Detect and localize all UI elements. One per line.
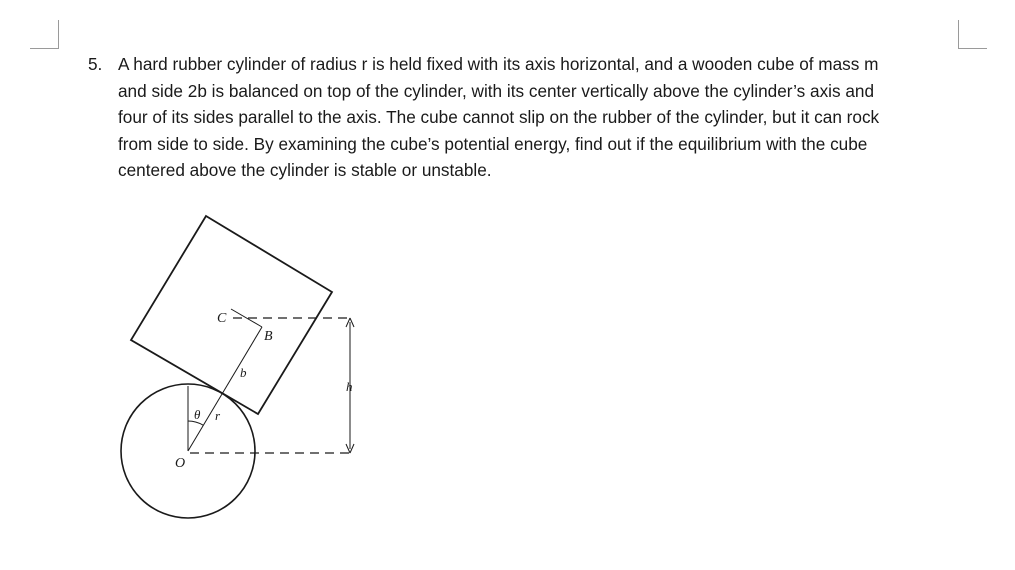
label-c: C bbox=[217, 311, 227, 326]
label-radius: r bbox=[215, 408, 221, 423]
problem-line-2: and side 2b is balanced on top of the cylinder, with its center vertically above the cylinder’s axis and bbox=[118, 80, 875, 101]
problem-line-4: from side to side. By examining the cube’s potential energy, find out if the equilibrium with the cube bbox=[118, 133, 868, 154]
label-theta: θ bbox=[194, 407, 201, 422]
problem-line-5: centered above the cylinder is stable or unstable. bbox=[118, 160, 492, 180]
label-height: h bbox=[346, 379, 353, 394]
problem-number: 5. bbox=[88, 54, 103, 74]
label-half-side: b bbox=[240, 365, 247, 380]
label-origin: O bbox=[175, 456, 186, 471]
radius-line bbox=[188, 327, 262, 451]
cube-square bbox=[131, 216, 332, 414]
problem-line-1: A hard rubber cylinder of radius r is held fixed with its axis horizontal, and a wooden cube of mass m bbox=[118, 54, 879, 74]
problem-line-3: four of its sides parallel to the axis. The cube cannot slip on the rubber of the cylinder, but it can rock bbox=[118, 107, 880, 127]
label-b: B bbox=[264, 329, 273, 344]
